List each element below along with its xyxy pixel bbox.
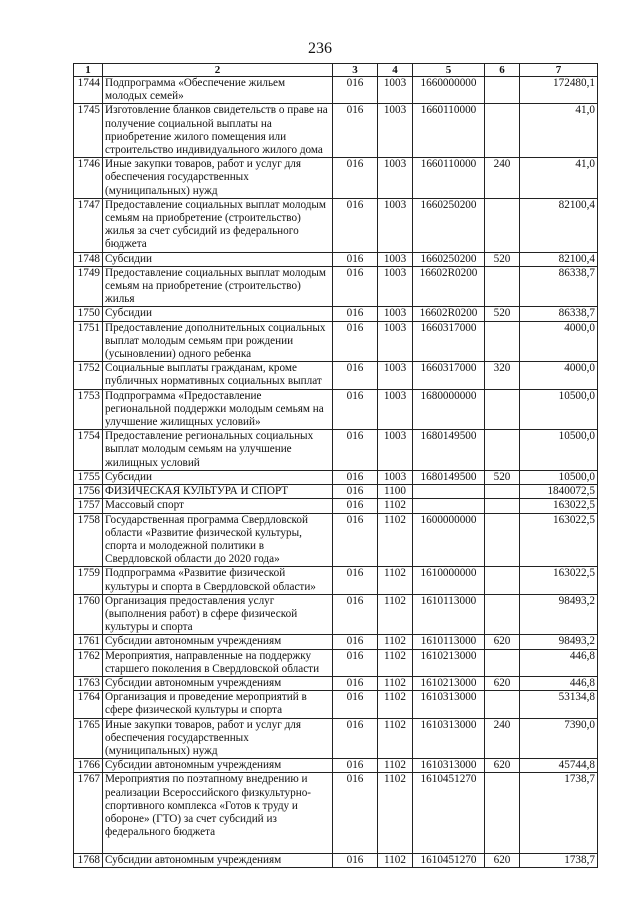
row-amount: 4000,0 bbox=[520, 362, 598, 389]
row-name: Субсидии bbox=[103, 470, 333, 484]
row-expense-type bbox=[485, 567, 520, 594]
row-section-code: 1102 bbox=[378, 649, 413, 676]
row-expense-type bbox=[485, 104, 520, 158]
row-name: Массовый спорт bbox=[103, 499, 333, 513]
row-name: Подпрограмма «Обеспечение жильем молодых семей» bbox=[103, 77, 333, 104]
row-amount: 53134,8 bbox=[520, 691, 598, 718]
row-expense-type bbox=[485, 430, 520, 471]
row-amount: 10500,0 bbox=[520, 470, 598, 484]
row-grbs-code: 016 bbox=[333, 759, 378, 773]
row-amount: 1840072,5 bbox=[520, 485, 598, 499]
row-expense-type: 620 bbox=[485, 759, 520, 773]
table-row bbox=[74, 513, 598, 567]
row-number: 1767 bbox=[74, 773, 103, 853]
row-name: Предоставление социальных выплат молодым семьям на приобретение (строительство) жилья bbox=[103, 266, 333, 307]
row-name: Субсидии bbox=[103, 307, 333, 321]
row-number: 1765 bbox=[74, 718, 103, 759]
row-grbs-code: 016 bbox=[333, 198, 378, 252]
row-grbs-code: 016 bbox=[333, 594, 378, 635]
table-row bbox=[74, 485, 598, 499]
table-row bbox=[74, 649, 598, 676]
col-header-section: 4 bbox=[378, 64, 413, 77]
row-name: Организация и проведение мероприятий в сфере физической культуры и спорта bbox=[103, 691, 333, 718]
row-name: Предоставление социальных выплат молодым семьям на приобретение (строительство) жилья за счет субсидий из федерального бюджета bbox=[103, 198, 333, 252]
row-section-code: 1102 bbox=[378, 567, 413, 594]
row-article-code: 1600000000 bbox=[413, 513, 485, 567]
row-section-code: 1102 bbox=[378, 718, 413, 759]
row-expense-type bbox=[485, 513, 520, 567]
table-row bbox=[74, 321, 598, 362]
row-grbs-code: 016 bbox=[333, 252, 378, 266]
row-expense-type: 520 bbox=[485, 470, 520, 484]
row-name: Изготовление бланков свидетельств о праве на получение социальной выплаты на приобретение жилого помещения или строительство индивидуального жилого дома bbox=[103, 104, 333, 158]
row-name: Субсидии автономным учреждениям bbox=[103, 759, 333, 773]
row-amount: 10500,0 bbox=[520, 389, 598, 430]
row-section-code: 1003 bbox=[378, 77, 413, 104]
row-expense-type: 320 bbox=[485, 362, 520, 389]
row-expense-type: 520 bbox=[485, 307, 520, 321]
row-section-code: 1003 bbox=[378, 158, 413, 199]
row-expense-type: 620 bbox=[485, 676, 520, 690]
row-amount: 86338,7 bbox=[520, 266, 598, 307]
row-grbs-code: 016 bbox=[333, 104, 378, 158]
row-expense-type bbox=[485, 499, 520, 513]
row-name: Организация предоставления услуг (выполнения работ) в сфере физической культуры и спорта bbox=[103, 594, 333, 635]
table-row bbox=[74, 77, 598, 104]
table-row bbox=[74, 594, 598, 635]
row-number: 1753 bbox=[74, 389, 103, 430]
row-grbs-code: 016 bbox=[333, 362, 378, 389]
row-article-code bbox=[413, 485, 485, 499]
row-amount: 1738,7 bbox=[520, 853, 598, 867]
row-expense-type bbox=[485, 691, 520, 718]
row-number: 1749 bbox=[74, 266, 103, 307]
row-expense-type bbox=[485, 485, 520, 499]
row-expense-type bbox=[485, 594, 520, 635]
row-section-code: 1003 bbox=[378, 362, 413, 389]
col-header-number: 1 bbox=[74, 64, 103, 77]
row-number: 1752 bbox=[74, 362, 103, 389]
row-grbs-code: 016 bbox=[333, 567, 378, 594]
row-name: Мероприятия по поэтапному внедрению и реализации Всероссийского физкультурно-спортивного комплекса «Готов к труду и обороне» (ГТО) за счет субсидий из федерального бюджета bbox=[103, 773, 333, 853]
row-section-code: 1003 bbox=[378, 470, 413, 484]
row-number: 1746 bbox=[74, 158, 103, 199]
row-amount: 98493,2 bbox=[520, 594, 598, 635]
row-article-code: 1610313000 bbox=[413, 718, 485, 759]
table-row bbox=[74, 266, 598, 307]
table-row bbox=[74, 430, 598, 471]
table-row bbox=[74, 158, 598, 199]
row-number: 1750 bbox=[74, 307, 103, 321]
row-section-code: 1003 bbox=[378, 321, 413, 362]
table-row bbox=[74, 773, 598, 853]
row-article-code: 16602R0200 bbox=[413, 307, 485, 321]
row-number: 1758 bbox=[74, 513, 103, 567]
row-article-code: 1660250200 bbox=[413, 252, 485, 266]
row-section-code: 1102 bbox=[378, 499, 413, 513]
row-grbs-code: 016 bbox=[333, 718, 378, 759]
row-grbs-code: 016 bbox=[333, 389, 378, 430]
row-section-code: 1003 bbox=[378, 389, 413, 430]
row-name: Социальные выплаты гражданам, кроме публичных нормативных социальных выплат bbox=[103, 362, 333, 389]
row-expense-type: 240 bbox=[485, 718, 520, 759]
row-number: 1745 bbox=[74, 104, 103, 158]
row-article-code: 1610113000 bbox=[413, 594, 485, 635]
row-section-code: 1003 bbox=[378, 430, 413, 471]
row-name: Мероприятия, направленные на поддержку старшего поколения в Свердловской области bbox=[103, 649, 333, 676]
table-row bbox=[74, 252, 598, 266]
row-name: Иные закупки товаров, работ и услуг для обеспечения государственных (муниципальных) нужд bbox=[103, 158, 333, 199]
row-expense-type: 240 bbox=[485, 158, 520, 199]
col-header-grbs: 3 bbox=[333, 64, 378, 77]
row-name: Подпрограмма «Развитие физической культуры и спорта в Свердловской области» bbox=[103, 567, 333, 594]
row-grbs-code: 016 bbox=[333, 773, 378, 853]
row-article-code: 1610113000 bbox=[413, 635, 485, 649]
row-section-code: 1003 bbox=[378, 252, 413, 266]
row-article-code: 1680149500 bbox=[413, 470, 485, 484]
row-expense-type bbox=[485, 389, 520, 430]
row-amount: 10500,0 bbox=[520, 430, 598, 471]
row-grbs-code: 016 bbox=[333, 266, 378, 307]
row-expense-type: 620 bbox=[485, 853, 520, 867]
row-grbs-code: 016 bbox=[333, 430, 378, 471]
row-article-code: 1680149500 bbox=[413, 430, 485, 471]
row-name: Предоставление дополнительных социальных выплат молодым семьям при рождении (усыновлении) одного ребенка bbox=[103, 321, 333, 362]
table-row bbox=[74, 718, 598, 759]
row-expense-type bbox=[485, 773, 520, 853]
table-row bbox=[74, 691, 598, 718]
row-name: Предоставление региональных социальных выплат молодым семьям на улучшение жилищных условий bbox=[103, 430, 333, 471]
table-row bbox=[74, 307, 598, 321]
row-article-code: 1610313000 bbox=[413, 759, 485, 773]
row-number: 1757 bbox=[74, 499, 103, 513]
row-amount: 163022,5 bbox=[520, 499, 598, 513]
row-number: 1768 bbox=[74, 853, 103, 867]
row-number: 1760 bbox=[74, 594, 103, 635]
row-article-code: 1610313000 bbox=[413, 691, 485, 718]
row-number: 1756 bbox=[74, 485, 103, 499]
row-section-code: 1102 bbox=[378, 691, 413, 718]
row-expense-type bbox=[485, 649, 520, 676]
row-article-code: 1660317000 bbox=[413, 362, 485, 389]
row-amount: 4000,0 bbox=[520, 321, 598, 362]
table-row bbox=[74, 104, 598, 158]
row-expense-type: 520 bbox=[485, 252, 520, 266]
row-amount: 172480,1 bbox=[520, 77, 598, 104]
row-amount: 82100,4 bbox=[520, 198, 598, 252]
row-grbs-code: 016 bbox=[333, 691, 378, 718]
col-header-expense-type: 6 bbox=[485, 64, 520, 77]
row-section-code: 1102 bbox=[378, 594, 413, 635]
row-name: Субсидии автономным учреждениям bbox=[103, 635, 333, 649]
row-amount: 163022,5 bbox=[520, 513, 598, 567]
row-amount: 82100,4 bbox=[520, 252, 598, 266]
row-number: 1751 bbox=[74, 321, 103, 362]
row-name: Государственная программа Свердловской области «Развитие физической культуры, спорта и молодежной политики в Свердловской области до 2020 года» bbox=[103, 513, 333, 567]
row-grbs-code: 016 bbox=[333, 853, 378, 867]
row-section-code: 1102 bbox=[378, 773, 413, 853]
header-row bbox=[74, 64, 598, 77]
row-grbs-code: 016 bbox=[333, 499, 378, 513]
table-row bbox=[74, 635, 598, 649]
row-section-code: 1102 bbox=[378, 759, 413, 773]
row-expense-type bbox=[485, 77, 520, 104]
row-section-code: 1100 bbox=[378, 485, 413, 499]
row-name: Субсидии автономным учреждениям bbox=[103, 853, 333, 867]
row-grbs-code: 016 bbox=[333, 321, 378, 362]
row-grbs-code: 016 bbox=[333, 470, 378, 484]
page-number: 236 bbox=[308, 40, 332, 57]
table-row bbox=[74, 362, 598, 389]
row-section-code: 1003 bbox=[378, 266, 413, 307]
row-grbs-code: 016 bbox=[333, 649, 378, 676]
row-article-code: 1610451270 bbox=[413, 773, 485, 853]
row-grbs-code: 016 bbox=[333, 485, 378, 499]
row-expense-type: 620 bbox=[485, 635, 520, 649]
col-header-name: 2 bbox=[103, 64, 333, 77]
budget-table bbox=[73, 63, 598, 868]
row-number: 1763 bbox=[74, 676, 103, 690]
row-number: 1766 bbox=[74, 759, 103, 773]
row-grbs-code: 016 bbox=[333, 158, 378, 199]
row-name: Подпрограмма «Предоставление региональной поддержки молодым семьям на улучшение жилищных условий» bbox=[103, 389, 333, 430]
row-number: 1762 bbox=[74, 649, 103, 676]
table-row bbox=[74, 389, 598, 430]
row-article-code: 1660317000 bbox=[413, 321, 485, 362]
row-number: 1747 bbox=[74, 198, 103, 252]
row-amount: 446,8 bbox=[520, 676, 598, 690]
row-grbs-code: 016 bbox=[333, 676, 378, 690]
row-number: 1759 bbox=[74, 567, 103, 594]
row-grbs-code: 016 bbox=[333, 635, 378, 649]
row-article-code: 16602R0200 bbox=[413, 266, 485, 307]
table-row bbox=[74, 198, 598, 252]
row-article-code: 1660110000 bbox=[413, 104, 485, 158]
row-section-code: 1003 bbox=[378, 198, 413, 252]
row-grbs-code: 016 bbox=[333, 77, 378, 104]
row-amount: 446,8 bbox=[520, 649, 598, 676]
row-expense-type bbox=[485, 321, 520, 362]
row-amount: 163022,5 bbox=[520, 567, 598, 594]
table-row bbox=[74, 676, 598, 690]
table-row bbox=[74, 853, 598, 867]
row-section-code: 1102 bbox=[378, 676, 413, 690]
row-name: Иные закупки товаров, работ и услуг для обеспечения государственных (муниципальных) нужд bbox=[103, 718, 333, 759]
row-article-code: 1660000000 bbox=[413, 77, 485, 104]
row-grbs-code: 016 bbox=[333, 513, 378, 567]
table-row bbox=[74, 499, 598, 513]
row-number: 1764 bbox=[74, 691, 103, 718]
table-row bbox=[74, 759, 598, 773]
row-amount: 1738,7 bbox=[520, 773, 598, 853]
row-article-code: 1610451270 bbox=[413, 853, 485, 867]
row-number: 1748 bbox=[74, 252, 103, 266]
row-section-code: 1102 bbox=[378, 635, 413, 649]
col-header-amount: 7 bbox=[520, 64, 598, 77]
row-amount: 45744,8 bbox=[520, 759, 598, 773]
row-article-code: 1610213000 bbox=[413, 676, 485, 690]
row-number: 1755 bbox=[74, 470, 103, 484]
row-grbs-code: 016 bbox=[333, 307, 378, 321]
row-amount: 41,0 bbox=[520, 104, 598, 158]
row-article-code bbox=[413, 499, 485, 513]
row-amount: 98493,2 bbox=[520, 635, 598, 649]
row-article-code: 1680000000 bbox=[413, 389, 485, 430]
row-number: 1761 bbox=[74, 635, 103, 649]
row-section-code: 1003 bbox=[378, 104, 413, 158]
row-amount: 7390,0 bbox=[520, 718, 598, 759]
row-number: 1744 bbox=[74, 77, 103, 104]
row-number: 1754 bbox=[74, 430, 103, 471]
row-name: Субсидии bbox=[103, 252, 333, 266]
row-article-code: 1610000000 bbox=[413, 567, 485, 594]
row-amount: 41,0 bbox=[520, 158, 598, 199]
row-section-code: 1102 bbox=[378, 853, 413, 867]
row-name: ФИЗИЧЕСКАЯ КУЛЬТУРА И СПОРТ bbox=[103, 485, 333, 499]
row-article-code: 1660110000 bbox=[413, 158, 485, 199]
row-name: Субсидии автономным учреждениям bbox=[103, 676, 333, 690]
row-article-code: 1610213000 bbox=[413, 649, 485, 676]
row-amount: 86338,7 bbox=[520, 307, 598, 321]
row-section-code: 1102 bbox=[378, 513, 413, 567]
row-expense-type bbox=[485, 198, 520, 252]
col-header-article: 5 bbox=[413, 64, 485, 77]
row-expense-type bbox=[485, 266, 520, 307]
table-row bbox=[74, 470, 598, 484]
row-article-code: 1660250200 bbox=[413, 198, 485, 252]
row-section-code: 1003 bbox=[378, 307, 413, 321]
table-row bbox=[74, 567, 598, 594]
